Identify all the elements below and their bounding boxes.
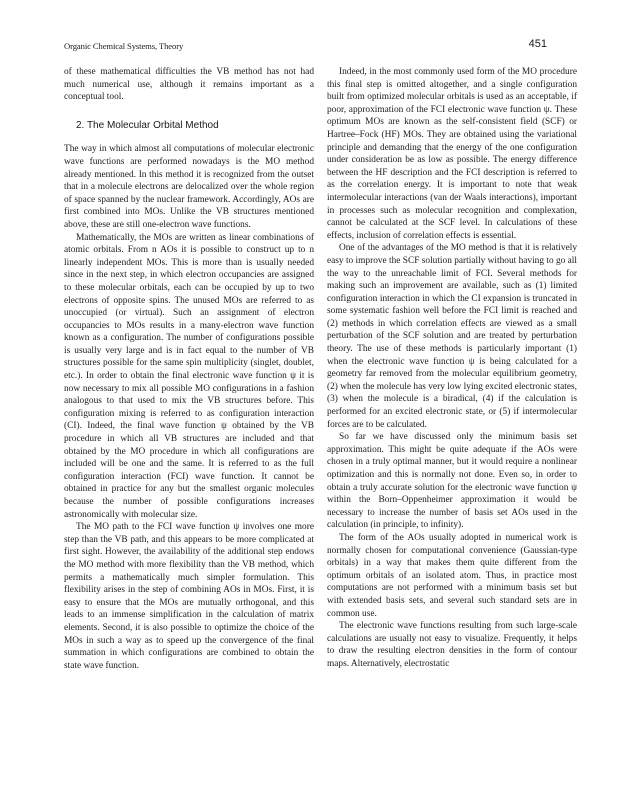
right-column	[327, 66, 577, 671]
running-head: Organic Chemical Systems, Theory	[64, 41, 184, 51]
paragraph: One of the advantages of the MO method is that it is relatively easy to improve the SCF solution partially without having to go all the way to the unreachable limit of FCI. Several methods for making such an improvement are available, such as (1) limited configuration interaction in which the CI expansion is truncated in some systematic fashion well before the FCI limit is reached and (2) methods in which correlation effects are viewed as a small perturbation of the SCF solution and are treated by perturbation theory. The use of these methods is particularly important (1) when the electronic wave function ψ is being calculated for a geometry far removed from the molecular equilibrium geometry, (2) when the molecule has very low lying excited electronic states, (3) when the molecule is a biradical, (4) if the calculation is performed for an excited electronic state, or (5) if intermolecular forces are to be calculated.	[327, 243, 577, 430]
paragraph: The way in which almost all computations of molecular electronic wave functions are performed nowadays is the MO method already mentioned. In this method it is recognized from the outset that in a molecule electrons are delocalized over the whole region of space spanned by the nuclear framework. Accordingly, AOs are first combined into MOs. Unlike the VB structures mentioned above, these are still one-electron wave functions.	[64, 144, 314, 230]
paragraph: Mathematically, the MOs are written as linear combinations of atomic orbitals. From n AOs it is possible to construct up to n linearly independent MOs. This is more than is usually needed since in the next step, in which electron occupancies are assigned to these molecular orbitals, each can be occupied by up to two electrons of opposite spins. The unused MOs are referred to as unoccupied (or virtual). Such an assignment of electron occupancies to MOs results in a many-electron wave function known as a configuration. The number of configurations possible is usually very large and is in fact equal to the number of VB structures possible for the same spin multiplicity (singlet, doublet, etc.). In order to obtain the final electronic wave function ψ it is now necessary to mix all possible MO configurations in a fashion analogous to that used to mix the VB structures before. This configuration mixing is referred to as configuration interaction (CI). Indeed, the final wave function ψ obtained by the VB procedure in which all VB structures are included and that obtained by the MO procedure in which all configurations are included will be one and the same. It is referred to as the full configuration interaction (FCI) wave function. It cannot be obtained in practice for any but the smallest organic molecules because the number of possible configurations increases astronomically with molecular size.	[64, 232, 314, 520]
page-number: 451	[528, 38, 547, 50]
paragraph: The electronic wave functions resulting from such large-scale calculations are usually not easy to visualize. Frequently, it helps to draw the resulting electron densities in the form of contour maps. Alternatively, electrostatic	[327, 621, 577, 669]
paragraph: of these mathematical difficulties the VB method has not had much numerical use, although it remains important as a conceptual tool.	[64, 67, 314, 103]
paragraph: The form of the AOs usually adopted in numerical work is normally chosen for computational convenience (Gaussian-type orbitals) in a way that makes them quite different from the optimum orbitals of an isolated atom. Thus, in practice most computations are not performed with a minimum basis set but with extended basis sets, and several such standard sets are in common use.	[327, 532, 577, 619]
paragraph: The MO path to the FCI wave function ψ involves one more step than the VB path, and this appears to be more complicated at first sight. However, the availability of the additional step endows the MO method with more flexibility than the VB method, which permits a mathematically much simpler formulation. This flexibility arises in the step of combining AOs in MOs. First, it is easy to ensure that the MOs are mutually orthogonal, and this leads to an immense simplification in the calculation of matrix elements. Second, it is also possible to optimize the choice of the MOs in such a way as to speed up the convergence of the final summation in which configurations are combined to obtain the state wave function.	[64, 522, 314, 671]
left-column	[64, 66, 314, 672]
page-header	[64, 38, 547, 55]
paragraph: Indeed, in the most commonly used form of the MO procedure this final step is omitted altogether, and a single configuration built from optimized molecular orbitals is used as an acceptable, if poor, approximation of the FCI electronic wave function ψ. These optimum MOs are known as the self-consistent field (SCF) or Hartree–Fock (HF) MOs. They are obtained using the variational principle and demanding that the energy of the one configuration under consideration be as low as possible. The energy difference between the HF description and the FCI description is referred to as the correlation energy. It is important to note that weak intermolecular interactions (van der Waals interactions), important in processes such as molecular recognition and complexation, cannot be calculated at the SCF level. In calculations of these effects, inclusion of correlation effects is essential.	[327, 67, 577, 241]
paragraph: So far we have discussed only the minimum basis set approximation. This might be quite adequate if the AOs were chosen in a truly optimal manner, but it would require a nonlinear optimization and this is normally not done. Even so, in order to obtain a truly accurate solution for the electronic wave function ψ within the Born–Oppenheimer approximation it would be necessary to increase the number of basis set AOs used in the calculation (in principle, to infinity).	[327, 432, 577, 531]
section-heading: 2. The Molecular Orbital Method	[76, 119, 219, 131]
